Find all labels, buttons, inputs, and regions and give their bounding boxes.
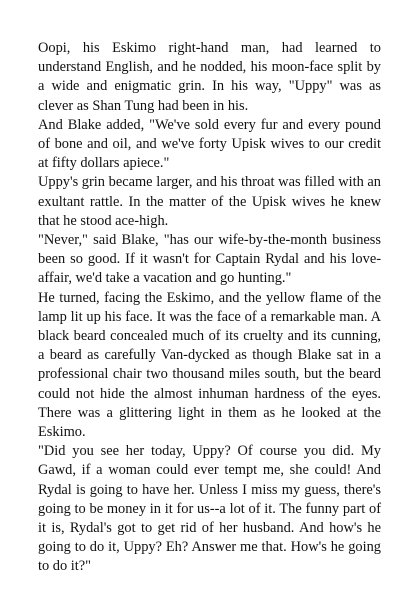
page-text [38, 39, 381, 577]
paragraph: "Never," said Blake, "has our wife-by-the-month business been so good. If it wasn't for Captain Rydal and his love-affair, we'd take a vacation and go hunting." [38, 232, 381, 287]
paragraph: "Did you see her today, Uppy? Of course you did. My Gawd, if a woman could ever tempt me, she could! And Rydal is going to have her. Unless I miss my guess, there's going to be money in it for us--a lot of it. The funny part of it is, Rydal's got to get rid of her husband. And how's he going to do it, Uppy? Eh? Answer me that. How's he going to do it?" [38, 443, 381, 575]
paragraph: And Blake added, "We've sold every fur and every pound of bone and oil, and we've forty Upisk wives to our credit at fifty dollars apiece." [38, 116, 381, 172]
paragraph: He turned, facing the Eskimo, and the yellow flame of the lamp lit up his face. It was the face of a remarkable man. A black beard concealed much of its cruelty and its cunning, a beard as carefully Van-dycked as though Blake sat in a professional chair two thousand miles south, but the beard could not hide the almost inhuman hardness of the eyes. There was a glittering light in them as he looked at the Eskimo. [38, 289, 381, 441]
paragraph: Uppy's grin became larger, and his throat was filled with an exultant rattle. In the matter of the Upisk wives he knew that he stood ace-high. [38, 174, 381, 229]
paragraph: Oopi, his Eskimo right-hand man, had learned to understand English, and he nodded, his moon-face split by a wide and enigmatic grin. In his way, "Uppy" was as clever as Shan Tung had been in his. [38, 40, 381, 114]
